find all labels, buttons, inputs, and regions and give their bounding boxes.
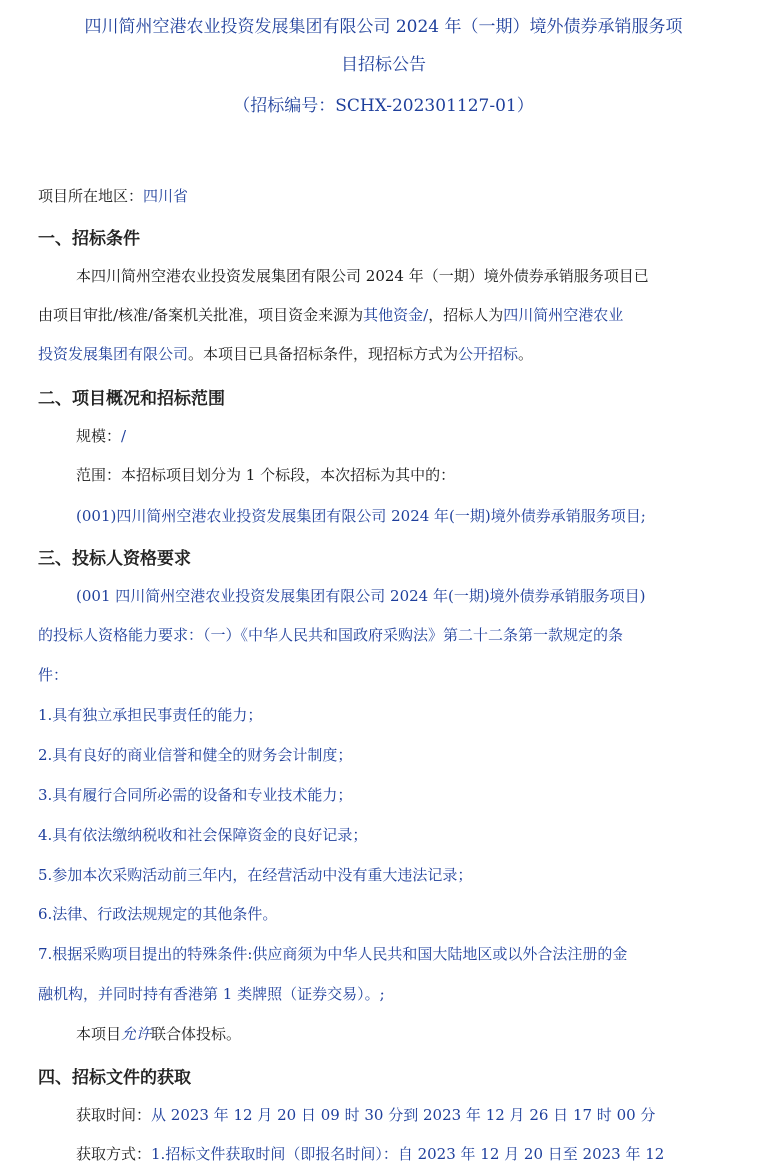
sec1-para-line2 — [38, 304, 623, 325]
sec1-para-line1: 本四川简州空港农业投资发展集团有限公司 2024 年（一期）境外债券承销服务项目已 — [76, 267, 649, 285]
consortium-text: 本项目 — [76, 1025, 122, 1043]
req-item: 7.根据采购项目提出的特殊条件:供应商须为中华人民共和国大陆地区或以外合法注册的金 — [38, 945, 628, 963]
req-item: 4.具有依法缴纳税收和社会保障资金的良好记录； — [38, 826, 368, 844]
scale-value: / — [121, 427, 127, 445]
obtain-time-value: 从 2023 年 12 月 20 日 09 时 30 分到 2023 年 12 月 26 日 17 时 00 分 — [151, 1106, 656, 1124]
scope-line: 范围：本招标项目划分为 1 个标段，本次招标为其中的： — [76, 466, 456, 484]
section-4-heading: 四、招标文件的获取 — [38, 1068, 191, 1088]
lot-line: (001)四川简州空港农业投资发展集团有限公司 2024 年(一期)境外债券承销服务项目; — [76, 507, 646, 525]
section-3-heading: 三、投标人资格要求 — [38, 549, 191, 569]
scale-label: 规模： — [76, 427, 122, 445]
obtain-time-label: 获取时间： — [76, 1106, 152, 1124]
req-line3: 件： — [38, 666, 69, 684]
tenderer-name-cont: 投资发展集团有限公司 — [38, 345, 189, 363]
sec1-para-line3 — [38, 343, 533, 364]
obtain-method-line — [76, 1143, 664, 1164]
scale-line — [76, 425, 126, 446]
obtain-method-label: 获取方式： — [76, 1145, 152, 1163]
section-2-heading: 二、项目概况和招标范围 — [38, 389, 225, 409]
fund-source: 其他资金/ — [363, 306, 429, 324]
sec1-text: 。本项目已具备招标条件，现招标方式为 — [188, 345, 459, 363]
obtain-time-line — [76, 1104, 655, 1125]
project-region — [38, 185, 188, 206]
sec1-text: 。 — [518, 345, 534, 363]
req-item: 2.具有良好的商业信誉和健全的财务会计制度； — [38, 746, 353, 764]
obtain-method-value: 1.招标文件获取时间（即报名时间）：自 2023 年 12 月 20 日至 2023 年 12 — [151, 1145, 665, 1163]
req-line1: (001 四川简州空港农业投资发展集团有限公司 2024 年(一期)境外债券承销服务项目) — [76, 587, 646, 605]
consortium-line — [76, 1023, 241, 1044]
tenderer-name: 四川简州空港农业 — [503, 306, 624, 324]
region-value: 四川省 — [143, 187, 189, 205]
consortium-text: 联合体投标。 — [151, 1025, 242, 1043]
req-item: 6.法律、行政法规规定的其他条件。 — [38, 905, 278, 923]
sec1-text: ，招标人为 — [428, 306, 504, 324]
sec1-text: 由项目审批/核准/备案机关批准，项目资金来源为 — [38, 306, 364, 324]
tender-method: 公开招标 — [458, 345, 519, 363]
req-item: 融机构，并同时持有香港第 1 类牌照（证券交易）。; — [38, 985, 385, 1003]
req-item: 5.参加本次采购活动前三年内，在经营活动中没有重大违法记录； — [38, 866, 473, 884]
req-item: 3.具有履行合同所必需的设备和专业技术能力； — [38, 786, 353, 804]
section-1-heading: 一、招标条件 — [38, 229, 140, 249]
req-line2: 的投标人资格能力要求：（一）《中华人民共和国政府采购法》第二十二条第一款规定的条 — [38, 626, 624, 644]
notice-title-line2: 目招标公告 — [341, 55, 426, 75]
req-item: 1.具有独立承担民事责任的能力； — [38, 706, 263, 724]
notice-title-line1: 四川简州空港农业投资发展集团有限公司 2024 年（一期）境外债券承销服务项 — [84, 17, 683, 37]
consortium-value: 允许 — [121, 1025, 152, 1043]
tender-code: （招标编号：SCHX-202301127-01） — [233, 96, 534, 116]
region-label: 项目所在地区： — [38, 187, 144, 205]
